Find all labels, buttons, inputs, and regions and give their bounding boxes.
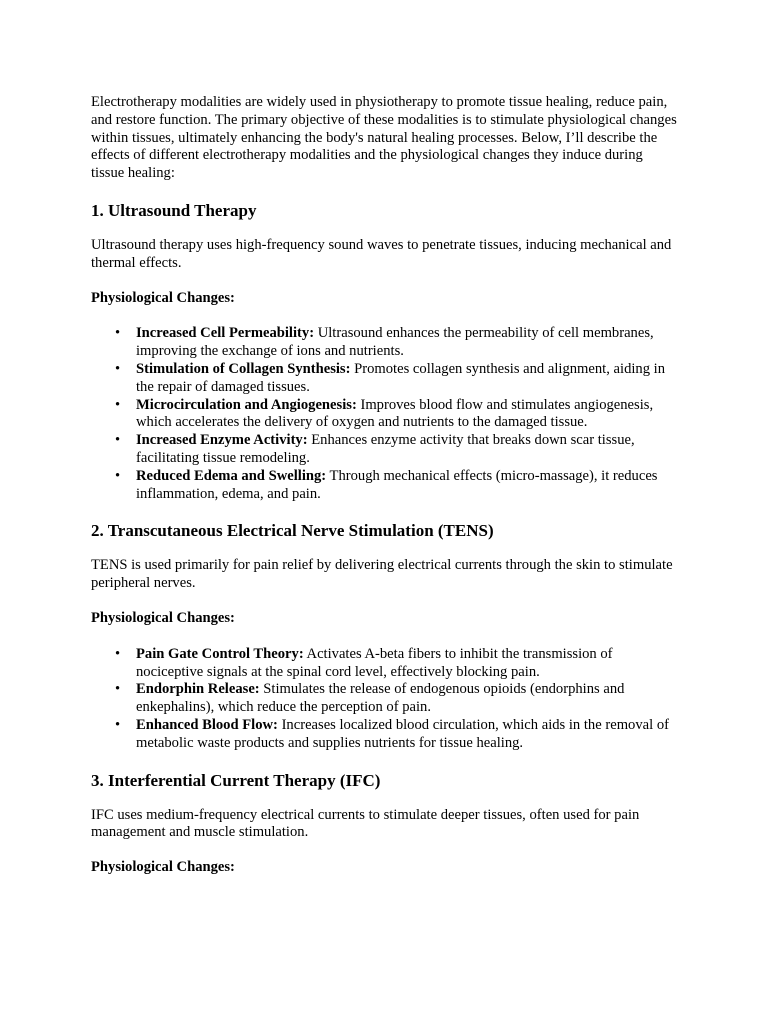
list-item-term: Endorphin Release: <box>136 681 260 698</box>
section-ifc <box>91 770 678 877</box>
list-item-text: Enhances enzyme activity that breaks down scar tissue, facilitating tissue remodeling. <box>136 432 635 466</box>
section-subheading: Physiological Changes: <box>91 859 235 876</box>
section-tens <box>91 520 678 752</box>
bullet-icon: • <box>115 325 121 342</box>
list-item-term: Increased Enzyme Activity: <box>136 432 308 449</box>
bullet-icon: • <box>115 432 121 449</box>
list-item-term: Microcirculation and Angiogenesis: <box>136 396 357 413</box>
list-item-term: Reduced Edema and Swelling: <box>136 467 327 484</box>
list-item-text: Improves blood flow and stimulates angiogenesis, which accelerates the delivery of oxygen and nutrients to the damaged tissue. <box>136 396 654 431</box>
list-item-text: Activates A-beta fibers to inhibit the transmission of nociceptive signals at the spinal cord level, effectively blocking pain. <box>136 645 613 680</box>
section-description: TENS is used primarily for pain relief by delivering electrical currents through the skin to stimulate peripheral nerves. <box>91 557 673 592</box>
section-subheading: Physiological Changes: <box>91 289 235 306</box>
list-item <box>115 681 678 717</box>
section-heading: 2. Transcutaneous Electrical Nerve Stimulation (TENS) <box>91 521 494 541</box>
bullet-icon: • <box>115 360 121 377</box>
bullet-icon: • <box>115 681 121 698</box>
intro-paragraph: Electrotherapy modalities are widely used in physiotherapy to promote tissue healing, reduce pain, and restore function. The primary objective of these modalities is to stimulate physiological changes within tissues, ultimately enhancing the body's natural healing processes. Below, I’ll describe the effects of different electrotherapy modalities and the physiological changes they induce during tissue healing: <box>91 94 677 182</box>
list-item-text: Increases localized blood circulation, which aids in the removal of metabolic waste products and supplies nutrients for tissue healing. <box>136 716 669 751</box>
section-ultrasound <box>91 200 678 503</box>
bullet-icon: • <box>115 396 121 413</box>
list-item <box>115 716 678 753</box>
list-item <box>115 396 678 433</box>
list-item-text: Promotes collagen synthesis and alignment, aiding in the repair of damaged tissues. <box>136 360 666 395</box>
list-item-text: Ultrasound enhances the permeability of cell membranes, improving the exchange of ions and nutrients. <box>136 325 654 360</box>
bullet-icon: • <box>115 645 121 662</box>
list-item <box>115 432 678 468</box>
bullet-icon: • <box>115 716 121 733</box>
list-item-text: Stimulates the release of endogenous opioids (endorphins and enkephalins), which reduce the perception of pain. <box>136 681 625 716</box>
list-item-term: Increased Cell Permeability: <box>136 325 315 342</box>
list-item-term: Pain Gate Control Theory: <box>136 645 304 662</box>
list-item-text: Through mechanical effects (micro-massage), it reduces inflammation, edema, and pain. <box>136 467 658 502</box>
list-item-term: Enhanced Blood Flow: <box>136 716 278 733</box>
list-item-term: Stimulation of Collagen Synthesis: <box>136 360 351 377</box>
section-heading: 3. Interferential Current Therapy (IFC) <box>91 770 381 790</box>
list-item <box>115 360 678 397</box>
section-description: IFC uses medium-frequency electrical currents to stimulate deeper tissues, often used for pain management and muscle stimulation. <box>91 806 640 841</box>
section-heading: 1. Ultrasound Therapy <box>91 200 257 220</box>
list-item <box>115 645 678 682</box>
section-subheading: Physiological Changes: <box>91 609 235 626</box>
physiological-changes-list <box>91 646 678 753</box>
section-description: Ultrasound therapy uses high-frequency sound waves to penetrate tissues, inducing mechanical and thermal effects. <box>91 236 672 271</box>
list-item <box>115 325 678 361</box>
list-item <box>115 467 678 504</box>
physiological-changes-list <box>91 325 678 503</box>
bullet-icon: • <box>115 467 121 484</box>
